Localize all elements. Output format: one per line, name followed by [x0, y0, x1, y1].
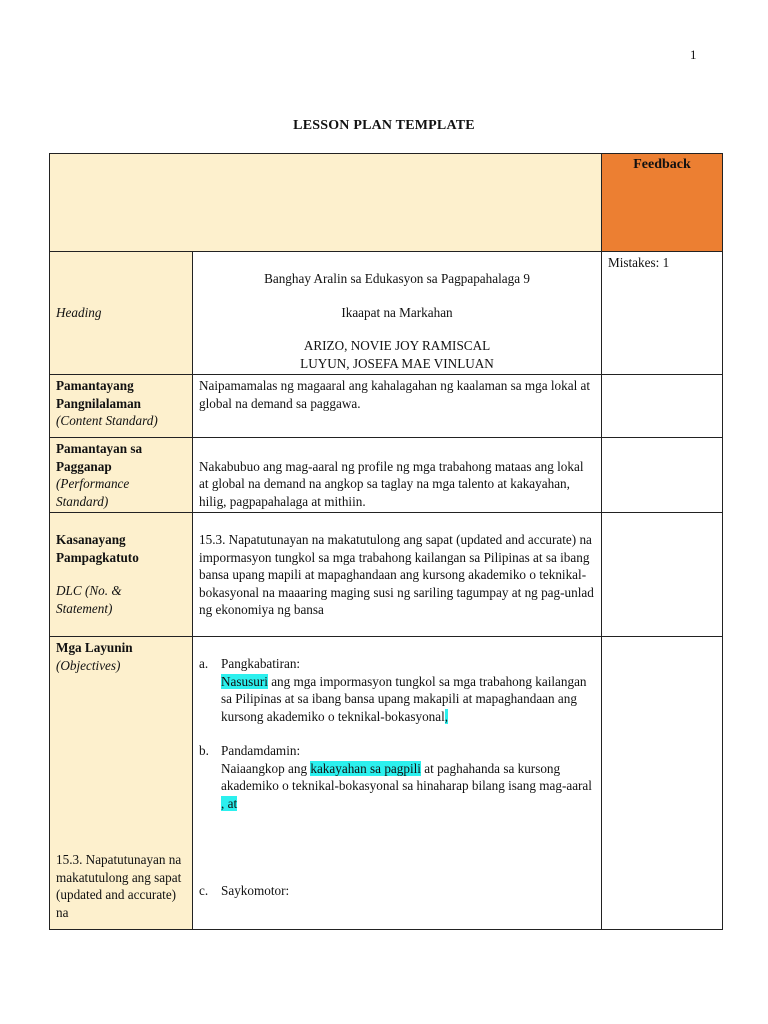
content-standard-label-2: Pangnilalaman [56, 395, 142, 411]
performance-standard-label-en-1: (Performance [56, 476, 130, 491]
objective-b-highlight: kakayahan sa pagpili [310, 760, 421, 776]
competency-label-2: Pampagkatuto [56, 549, 139, 565]
competency-label-1: Kasanayang [56, 532, 126, 547]
performance-standard-text: Nakabubuo ang mag-aaral ng profile ng mga trabahong mataas ang lokal at global na demand na angkop sa taglay na mga talento at kakayahan, hilig, pagpapahalaga at mithiin. [193, 438, 602, 513]
content-standard-feedback-cell [602, 375, 723, 438]
performance-standard-label-cell [50, 438, 193, 513]
objective-a-text: ang mga impormasyon tungkol sa mga trabahong kailangan sa Pilipinas at sa ibang bansa upang makapili at mapaghandaan ang kursong akademiko o teknikal-bokasyonal [221, 673, 587, 724]
objective-c-title: Saykomotor: [221, 883, 290, 898]
objectives-label-cell [50, 637, 193, 930]
document-title: LESSON PLAN TEMPLATE [293, 118, 475, 133]
dlc-label-2: Statement) [56, 600, 113, 616]
heading-content-cell [193, 252, 602, 375]
objective-a [199, 655, 595, 725]
objective-b-title: Pandamdamin: [221, 743, 301, 758]
performance-standard-feedback-cell [602, 438, 723, 513]
objective-c [199, 882, 595, 900]
objective-a-highlight: Nasusuri [221, 673, 268, 689]
quarter-label: Ikaapat na Markahan [341, 304, 453, 320]
lesson-plan-table [49, 153, 723, 930]
objective-a-letter: a. [199, 656, 209, 671]
author-2: LUYUN, JOSEFA MAE VINLUAN [300, 355, 494, 371]
objectives-content-cell [193, 637, 602, 930]
performance-standard-label-2: Pagganap [56, 458, 112, 474]
objective-a-title: Pangkabatiran: [221, 656, 301, 671]
objective-a-end: , [444, 708, 449, 724]
objective-b [199, 742, 595, 812]
objective-b-pre: Naiaangkop ang [221, 760, 311, 776]
content-standard-label-cell [50, 375, 193, 438]
heading-label: Heading [56, 305, 102, 321]
performance-standard-label-en-2: Standard) [56, 493, 109, 509]
objective-a-body [221, 673, 595, 726]
objective-b-letter: b. [199, 743, 209, 758]
feedback-header: Feedback [602, 154, 723, 252]
header-row [50, 154, 723, 252]
heading-row [50, 252, 723, 375]
competency-text: 15.3. Napatutunayan na makatutulong ang sapat (updated and accurate) na impormasyon tungkol sa mga trabahong kailangan sa Pilipinas at sa ibang bansa upang mapili at mapaghandaan ang kursong akademiko o teknikal-bokasyonal na maaaring maging susi ng sariling tagumpay at ng pag-unlad ng ekonomiya ng bansa [193, 513, 602, 637]
heading-label-cell [50, 252, 193, 375]
competency-label-cell [50, 513, 193, 637]
objective-c-letter: c. [199, 883, 209, 898]
header-blank-cell [50, 154, 602, 252]
content-standard-label-1: Pamantayang [56, 378, 134, 393]
objective-b-end: , at [221, 795, 238, 811]
objectives-label: Mga Layunin [56, 640, 133, 655]
competency-feedback-cell [602, 513, 723, 637]
objectives-feedback-cell [602, 637, 723, 930]
content-standard-row [50, 375, 723, 438]
objective-b-text: at paghahanda sa kursong akademiko o teknikal-bokasyonal sa hinaharap bilang isang mag-aaral [221, 760, 592, 793]
performance-standard-label-1: Pamantayan sa [56, 441, 143, 456]
performance-standard-row [50, 438, 723, 513]
content-standard-label-en: (Content Standard) [56, 413, 158, 428]
mistakes-count: Mistakes: 1 [608, 255, 670, 270]
dlc-label-1: DLC (No. & [56, 583, 122, 598]
content-standard-text: Naipamamalas ng magaaral ang kahalagahan ng kaalaman sa mga lokal at global na demand sa paggawa. [193, 375, 602, 438]
objectives-row [50, 637, 723, 930]
competency-row [50, 513, 723, 637]
objectives-side-note: 15.3. Napatutunayan na makatutulong ang sapat (updated and accurate) na [56, 852, 182, 920]
objective-b-body [221, 760, 595, 813]
objectives-label-en: (Objectives) [56, 657, 121, 673]
page-number: 1 [690, 47, 697, 62]
author-1: ARIZO, NOVIE JOY RAMISCAL [303, 338, 491, 353]
subject-title: Banghay Aralin sa Edukasyon sa Pagpapahalaga 9 [264, 271, 530, 286]
heading-feedback-cell [602, 252, 723, 375]
